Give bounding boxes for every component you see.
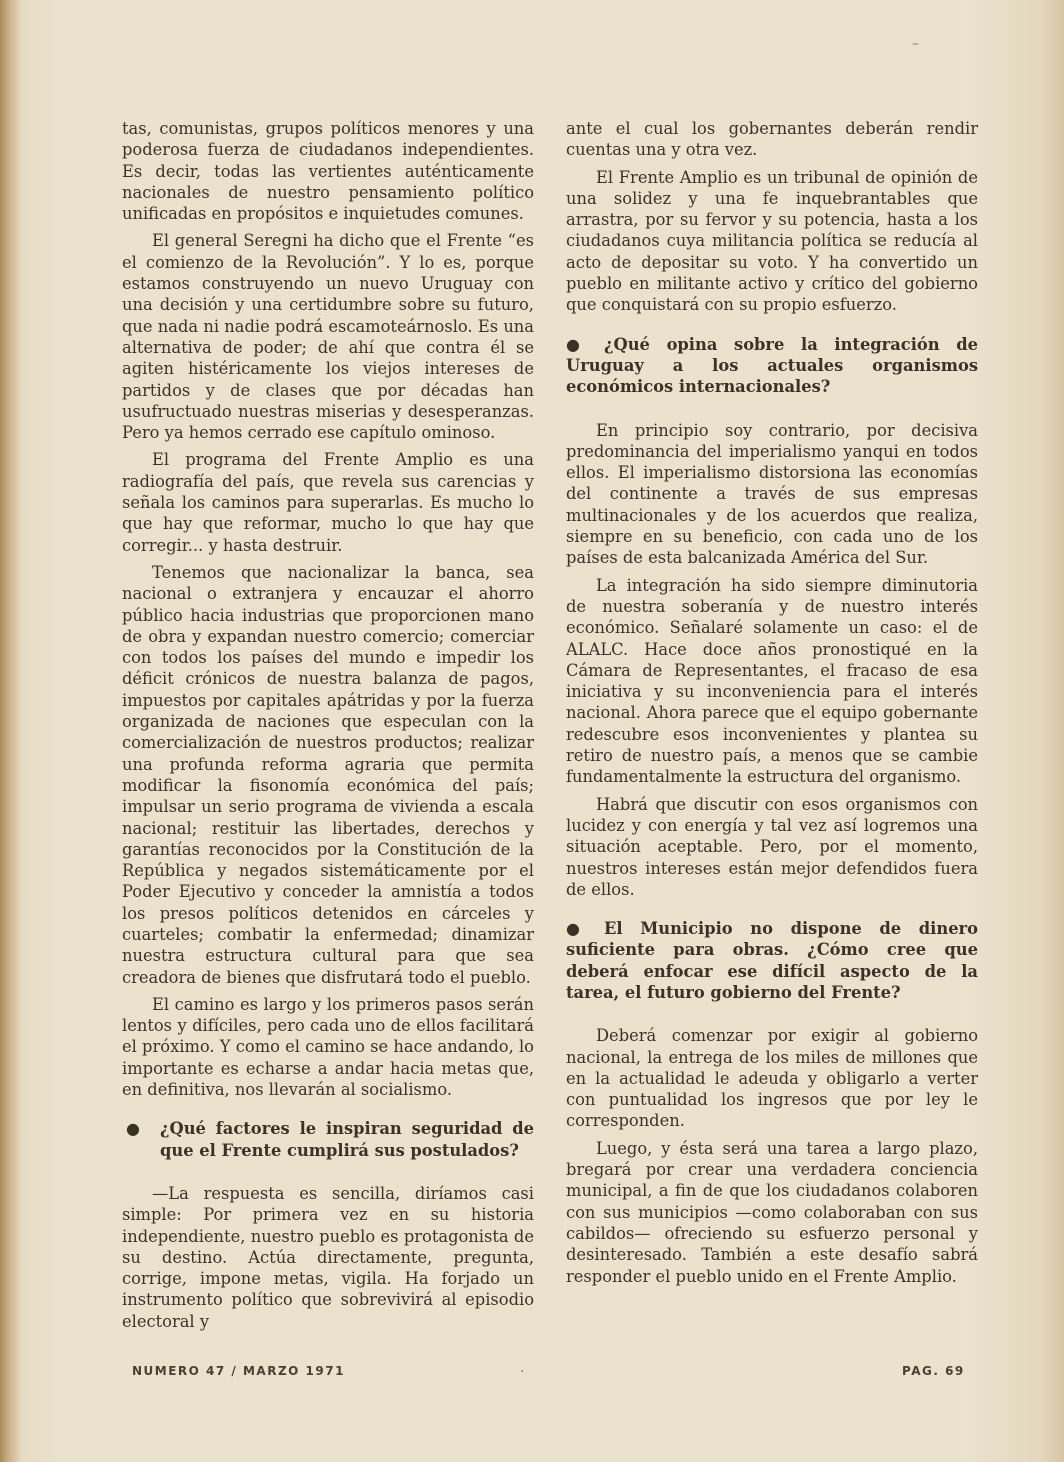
print-mark: – — [912, 36, 919, 52]
left-column — [122, 118, 534, 1338]
print-mark: · — [520, 1364, 525, 1380]
paragraph: —La respuesta es sencilla, diríamos casi simple: Por primera vez en su historia independiente, nuestro pueblo es protagonista de su destino. Actúa directamente, pregunta, corrige, impone metas, vigila. Ha forjado un instrumento político que sobrevivirá al episodio electoral y — [122, 1183, 534, 1331]
paragraph: La integración ha sido siempre diminutoria de nuestra soberanía y de nuestro interés económico. Señalaré solamente un caso: el de ALALC. Hace doce años pronostiqué en la Cámara de Representantes, el fracaso de esa iniciativa y su inconveniencia para el interés nacional. Ahora parece que el equipo gobernante redescubre esos inconvenientes y plantea su retiro de nuestro país, a menos que se cambie fundamentalmente la estructura del organismo. — [566, 575, 978, 787]
paragraph: tas, comunistas, grupos políticos menores y una poderosa fuerza de ciudadanos independientes. Es decir, todas las vertientes auténticamente nacionales de nuestro pensamiento político unificadas en propósitos e inquietudes comunes. — [122, 119, 534, 224]
paragraph: El programa del Frente Amplio es una radiografía del país, que revela sus carencias y señala los caminos para superarlas. Es mucho lo que hay que reformar, mucho lo que hay que corregir... y hasta destruir. — [122, 450, 534, 555]
bullet-icon: ● — [126, 1119, 140, 1139]
bullet-icon: ● — [566, 919, 580, 939]
paragraph: El Frente Amplio es un tribunal de opinión de una solidez y una fe inquebrantables que arrastra, por su fervor y su potencia, hasta a los ciudadanos cuya militancia política se reducía al acto de depositar su voto. Y ha convertido un pueblo en militante activo y crítico del gobierno que conquistará con su propio esfuerzo. — [566, 167, 978, 315]
paragraph: Tenemos que nacionalizar la banca, sea nacional o extranjera y encauzar el ahorro público hacia industrias que proporcionen mano de obra y expandan nuestro comercio; comerciar con todos los países del mundo e impedir los déficit crónicos de nuestra balanza de pagos, impuestos por capitales apátridas y por la fuerza organizada de naciones que especulan con la comercialización de nuestros productos; realizar una profunda reforma agraria que permita modificar la fisonomía económica del país; impulsar un serio programa de vivienda a escala nacional; restituir las libertades, derechos y garantías reconocidos por la Constitución de la República y negados sistemáticamente por el Poder Ejecutivo y conceder la amnistía a todos los presos políticos detenidos en cárceles y cuarteles; combatir la enfermedad; dinamizar nuestra estructura cultural para que sea creadora de bienes que disfrutará todo el pueblo. — [122, 562, 534, 987]
paragraph: Deberá comenzar por exigir al gobierno nacional, la entrega de los miles de millones que en la actualidad le adeuda y obligarlo a verter con puntualidad los ingresos que por ley le corresponden. — [566, 1026, 978, 1131]
paragraph: En principio soy contrario, por decisiva predominancia del imperialismo yanqui en todos ellos. El imperialismo distorsiona las economías del continente a través de sus empresas multinacionales y de los acuerdos que realiza, siempre en su beneficio, con cada uno de los países de esta balcanizada América del Sur. — [566, 420, 978, 568]
issue-footer: NUMERO 47 / MARZO 1971 — [132, 1364, 345, 1378]
paragraph: Habrá que discutir con esos organismos con lucidez y con energía y tal vez así logremos una situación aceptable. Pero, por el momento, nuestros intereses están mejor defendidos fuera de ellos. — [566, 794, 978, 899]
paragraph: El camino es largo y los primeros pasos serán lentos y difíciles, pero cada uno de ellos facilitará el próximo. Y como el camino se hace andando, lo importante es echarse a andar hacia metas que, en definitiva, nos llevarán al socialismo. — [122, 994, 534, 1100]
question-text: El Municipio no dispone de dinero suficiente para obras. ¿Cómo cree que deberá enfocar ese difícil aspecto de la tarea, el futuro gobierno del Frente? — [566, 919, 978, 1002]
paragraph: El general Seregni ha dicho que el Frente “es el comienzo de la Revolución”. Y lo es, porque estamos construyendo un nuevo Uruguay con una decisión y una certidumbre sobre su futuro, que nada ni nadie podrá escamoteárnoslo. Es una alternativa de poder; de ahí que contra él se agiten histéricamente los viejos intereses de partidos y de clases que por décadas han usufructuado nuestras miserias y desesperanzas. Pero ya hemos cerrado ese capítulo ominoso. — [122, 231, 534, 443]
interview-question — [122, 1118, 534, 1161]
page-number: PAG. 69 — [902, 1364, 965, 1378]
question-text: ¿Qué opina sobre la integración de Uruguay a los actuales organismos económicos internacionales? — [566, 334, 978, 397]
interview-question — [566, 334, 978, 398]
paragraph: ante el cual los gobernantes deberán rendir cuentas una y otra vez. — [566, 119, 978, 160]
right-column — [566, 118, 978, 1293]
interview-question — [566, 918, 978, 1003]
paragraph: Luego, y ésta será una tarea a largo plazo, bregará por crear una verdadera conciencia municipal, a fin de que los ciudadanos colaboren con sus municipios —como colaboraban con sus cabildos— ofreciendo su esfuerzo personal y desinteresado. También a este desafío sabrá responder el pueblo unido en el Frente Amplio. — [566, 1138, 978, 1286]
bullet-icon: ● — [566, 334, 580, 354]
question-text: ¿Qué factores le inspiran seguridad de que el Frente cumplirá sus postulados? — [160, 1119, 534, 1160]
